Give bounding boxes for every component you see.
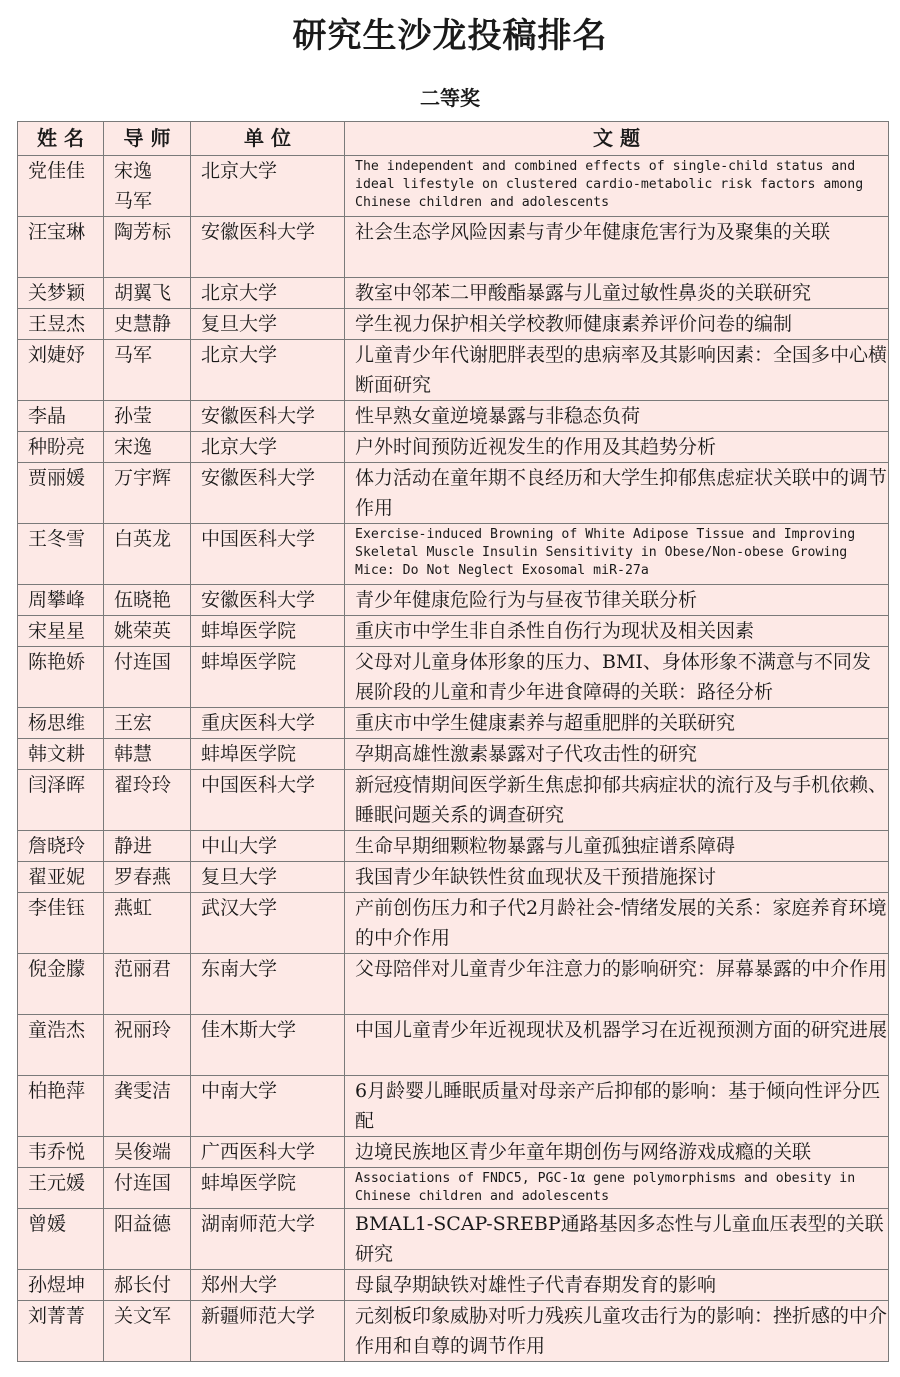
institution: 佳木斯大学 [191, 1015, 345, 1076]
table-row [18, 1076, 889, 1137]
advisor-cell [104, 524, 191, 585]
student-name: 党佳佳 [18, 156, 104, 217]
student-name: 闫泽晖 [18, 770, 104, 831]
paper-title: 户外时间预防近视发生的作用及其趋势分析 [345, 432, 889, 463]
advisor-name: 阳益德 [114, 1213, 172, 1235]
advisor-name: 祝丽玲 [114, 1019, 172, 1041]
advisor-name: 燕虹 [114, 897, 153, 919]
table-row [18, 1137, 889, 1168]
student-name: 杨思维 [18, 708, 104, 739]
student-name: 翟亚妮 [18, 862, 104, 893]
table-row [18, 340, 889, 401]
table-row [18, 616, 889, 647]
page-title: 研究生沙龙投稿排名 [292, 16, 608, 56]
advisor-name: 韩慧 [114, 743, 153, 765]
table-row [18, 217, 889, 278]
paper-title: 产前创伤压力和子代2月龄社会-情绪发展的关系：家庭养育环境的中介作用 [345, 893, 889, 954]
advisor-cell [104, 647, 191, 708]
institution: 蚌埠医学院 [191, 647, 345, 708]
paper-title: 学生视力保护相关学校教师健康素养评价问卷的编制 [345, 309, 889, 340]
student-name: 韦乔悦 [18, 1137, 104, 1168]
institution: 安徽医科大学 [191, 401, 345, 432]
advisor-name: 龚雯洁 [114, 1080, 172, 1102]
advisor-cell [104, 278, 191, 309]
institution: 蚌埠医学院 [191, 1168, 345, 1209]
institution: 北京大学 [191, 432, 345, 463]
student-name: 刘菁菁 [18, 1301, 104, 1362]
advisor-cell [104, 1301, 191, 1362]
advisor-cell [104, 831, 191, 862]
table-row [18, 1015, 889, 1076]
header-name: 姓 名 [18, 122, 104, 156]
table-row [18, 401, 889, 432]
paper-title: 社会生态学风险因素与青少年健康危害行为及聚集的关联 [345, 217, 889, 278]
table-row [18, 893, 889, 954]
table-row [18, 739, 889, 770]
student-name: 王冬雪 [18, 524, 104, 585]
table-row [18, 1168, 889, 1209]
institution: 东南大学 [191, 954, 345, 1015]
advisor-name: 罗春燕 [114, 866, 172, 888]
table-row [18, 1209, 889, 1270]
institution: 复旦大学 [191, 309, 345, 340]
advisor-name: 郝长付 [114, 1274, 172, 1296]
paper-title: 孕期高雄性激素暴露对子代攻击性的研究 [345, 739, 889, 770]
paper-title: 儿童青少年代谢肥胖表型的患病率及其影响因素：全国多中心横断面研究 [345, 340, 889, 401]
student-name: 刘婕妤 [18, 340, 104, 401]
advisor-cell [104, 1137, 191, 1168]
paper-title: 青少年健康危险行为与昼夜节律关联分析 [345, 585, 889, 616]
paper-title: 生命早期细颗粒物暴露与儿童孤独症谱系障碍 [345, 831, 889, 862]
table-row [18, 309, 889, 340]
paper-title: 父母对儿童身体形象的压力、BMI、身体形象不满意与不同发展阶段的儿童和青少年进食障碍的关联：路径分析 [345, 647, 889, 708]
advisor-name: 马军 [114, 190, 153, 212]
advisor-cell [104, 217, 191, 278]
advisor-name: 王宏 [114, 712, 153, 734]
institution: 广西医科大学 [191, 1137, 345, 1168]
advisor-cell [104, 340, 191, 401]
table-row [18, 1301, 889, 1362]
advisor-name: 吴俊端 [114, 1141, 172, 1163]
institution: 复旦大学 [191, 862, 345, 893]
advisor-name: 关文军 [114, 1305, 172, 1327]
paper-title: 父母陪伴对儿童青少年注意力的影响研究：屏幕暴露的中介作用 [345, 954, 889, 1015]
table-body [18, 156, 889, 1362]
table-row [18, 862, 889, 893]
advisor-cell [104, 739, 191, 770]
institution: 重庆医科大学 [191, 708, 345, 739]
advisor-name: 万宇辉 [114, 467, 172, 489]
advisor-name: 史慧静 [114, 313, 172, 335]
advisor-cell [104, 893, 191, 954]
advisor-cell [104, 463, 191, 524]
table-row [18, 770, 889, 831]
student-name: 柏艳萍 [18, 1076, 104, 1137]
student-name: 李佳钰 [18, 893, 104, 954]
institution: 中国医科大学 [191, 524, 345, 585]
advisor-cell [104, 1168, 191, 1209]
student-name: 王元媛 [18, 1168, 104, 1209]
paper-title: The independent and combined effects of single-child status and ideal lifestyle on clustered cardio-metabolic risk factors among Chinese children and adolescents [345, 156, 889, 217]
paper-title: 边境民族地区青少年童年期创伤与网络游戏成瘾的关联 [345, 1137, 889, 1168]
institution: 蚌埠医学院 [191, 616, 345, 647]
table-row [18, 432, 889, 463]
advisor-name: 马军 [114, 344, 153, 366]
paper-title: 我国青少年缺铁性贫血现状及干预措施探讨 [345, 862, 889, 893]
student-name: 汪宝琳 [18, 217, 104, 278]
header-advisor: 导 师 [104, 122, 191, 156]
table-row [18, 585, 889, 616]
advisor-cell [104, 616, 191, 647]
student-name: 关梦颖 [18, 278, 104, 309]
student-name: 周攀峰 [18, 585, 104, 616]
institution: 安徽医科大学 [191, 217, 345, 278]
advisor-name: 陶芳标 [114, 221, 172, 243]
paper-title: Exercise-induced Browning of White Adipose Tissue and Improving Skeletal Muscle Insulin Sensitivity in Obese/Non-obese Growing Mice: Do Not Neglect Exosomal miR-27a [345, 524, 889, 585]
advisor-name: 孙莹 [114, 405, 153, 427]
advisor-cell [104, 585, 191, 616]
advisor-name: 伍晓艳 [114, 589, 172, 611]
table-row [18, 278, 889, 309]
table-row [18, 831, 889, 862]
paper-title: BMAL1-SCAP-SREBP通路基因多态性与儿童血压表型的关联研究 [345, 1209, 889, 1270]
advisor-name: 翟玲玲 [114, 774, 172, 796]
advisor-name: 付连国 [114, 1172, 172, 1194]
institution: 郑州大学 [191, 1270, 345, 1301]
student-name: 贾丽媛 [18, 463, 104, 524]
institution: 安徽医科大学 [191, 585, 345, 616]
table-row [18, 463, 889, 524]
table-row [18, 647, 889, 708]
institution: 湖南师范大学 [191, 1209, 345, 1270]
awards-table [17, 121, 889, 1362]
advisor-name: 宋逸 [114, 160, 153, 182]
header-topic: 文 题 [345, 122, 889, 156]
student-name: 陈艳娇 [18, 647, 104, 708]
table-row [18, 1270, 889, 1301]
student-name: 种盼亮 [18, 432, 104, 463]
table-row [18, 524, 889, 585]
paper-title: 新冠疫情期间医学新生焦虑抑郁共病症状的流行及与手机依赖、睡眠问题关系的调查研究 [345, 770, 889, 831]
student-name: 童浩杰 [18, 1015, 104, 1076]
header-unit: 单 位 [191, 122, 345, 156]
advisor-cell [104, 1076, 191, 1137]
institution: 安徽医科大学 [191, 463, 345, 524]
student-name: 曾媛 [18, 1209, 104, 1270]
advisor-name: 白英龙 [114, 528, 172, 550]
advisor-cell [104, 1209, 191, 1270]
advisor-cell [104, 1015, 191, 1076]
institution: 蚌埠医学院 [191, 739, 345, 770]
advisor-name: 宋逸 [114, 436, 153, 458]
institution: 中南大学 [191, 1076, 345, 1137]
paper-title: 重庆市中学生非自杀性自伤行为现状及相关因素 [345, 616, 889, 647]
advisor-name: 付连国 [114, 651, 172, 673]
paper-title: 6月龄婴儿睡眠质量对母亲产后抑郁的影响：基于倾向性评分匹配 [345, 1076, 889, 1137]
advisor-name: 胡翼飞 [114, 282, 172, 304]
advisor-cell [104, 954, 191, 1015]
advisor-cell [104, 401, 191, 432]
student-name: 王昱杰 [18, 309, 104, 340]
institution: 武汉大学 [191, 893, 345, 954]
advisor-cell [104, 708, 191, 739]
table-row [18, 156, 889, 217]
paper-title: 重庆市中学生健康素养与超重肥胖的关联研究 [345, 708, 889, 739]
table-row [18, 954, 889, 1015]
institution: 北京大学 [191, 340, 345, 401]
advisor-cell [104, 862, 191, 893]
institution: 北京大学 [191, 278, 345, 309]
student-name: 李晶 [18, 401, 104, 432]
paper-title: 母鼠孕期缺铁对雄性子代青春期发育的影响 [345, 1270, 889, 1301]
table-row [18, 708, 889, 739]
student-name: 宋星星 [18, 616, 104, 647]
paper-title: 教室中邻苯二甲酸酯暴露与儿童过敏性鼻炎的关联研究 [345, 278, 889, 309]
institution: 新疆师范大学 [191, 1301, 345, 1362]
paper-title: 性早熟女童逆境暴露与非稳态负荷 [345, 401, 889, 432]
student-name: 孙煜坤 [18, 1270, 104, 1301]
advisor-cell [104, 156, 191, 217]
advisor-cell [104, 432, 191, 463]
advisor-cell [104, 309, 191, 340]
paper-title: 中国儿童青少年近视现状及机器学习在近视预测方面的研究进展 [345, 1015, 889, 1076]
paper-title: 元刻板印象威胁对听力残疾儿童攻击行为的影响：挫折感的中介作用和自尊的调节作用 [345, 1301, 889, 1362]
advisor-cell [104, 770, 191, 831]
advisor-name: 静进 [114, 835, 153, 857]
student-name: 詹晓玲 [18, 831, 104, 862]
student-name: 倪金朦 [18, 954, 104, 1015]
institution: 中国医科大学 [191, 770, 345, 831]
advisor-cell [104, 1270, 191, 1301]
table-header-row [18, 122, 889, 156]
institution: 中山大学 [191, 831, 345, 862]
paper-title: 体力活动在童年期不良经历和大学生抑郁焦虑症状关联中的调节作用 [345, 463, 889, 524]
paper-title: Associations of FNDC5, PGC-1α gene polymorphisms and obesity in Chinese children and adolescents [345, 1168, 889, 1209]
advisor-name: 姚荣英 [114, 620, 172, 642]
advisor-name: 范丽君 [114, 958, 172, 980]
section-title: 二等奖 [420, 86, 480, 110]
institution: 北京大学 [191, 156, 345, 217]
student-name: 韩文耕 [18, 739, 104, 770]
